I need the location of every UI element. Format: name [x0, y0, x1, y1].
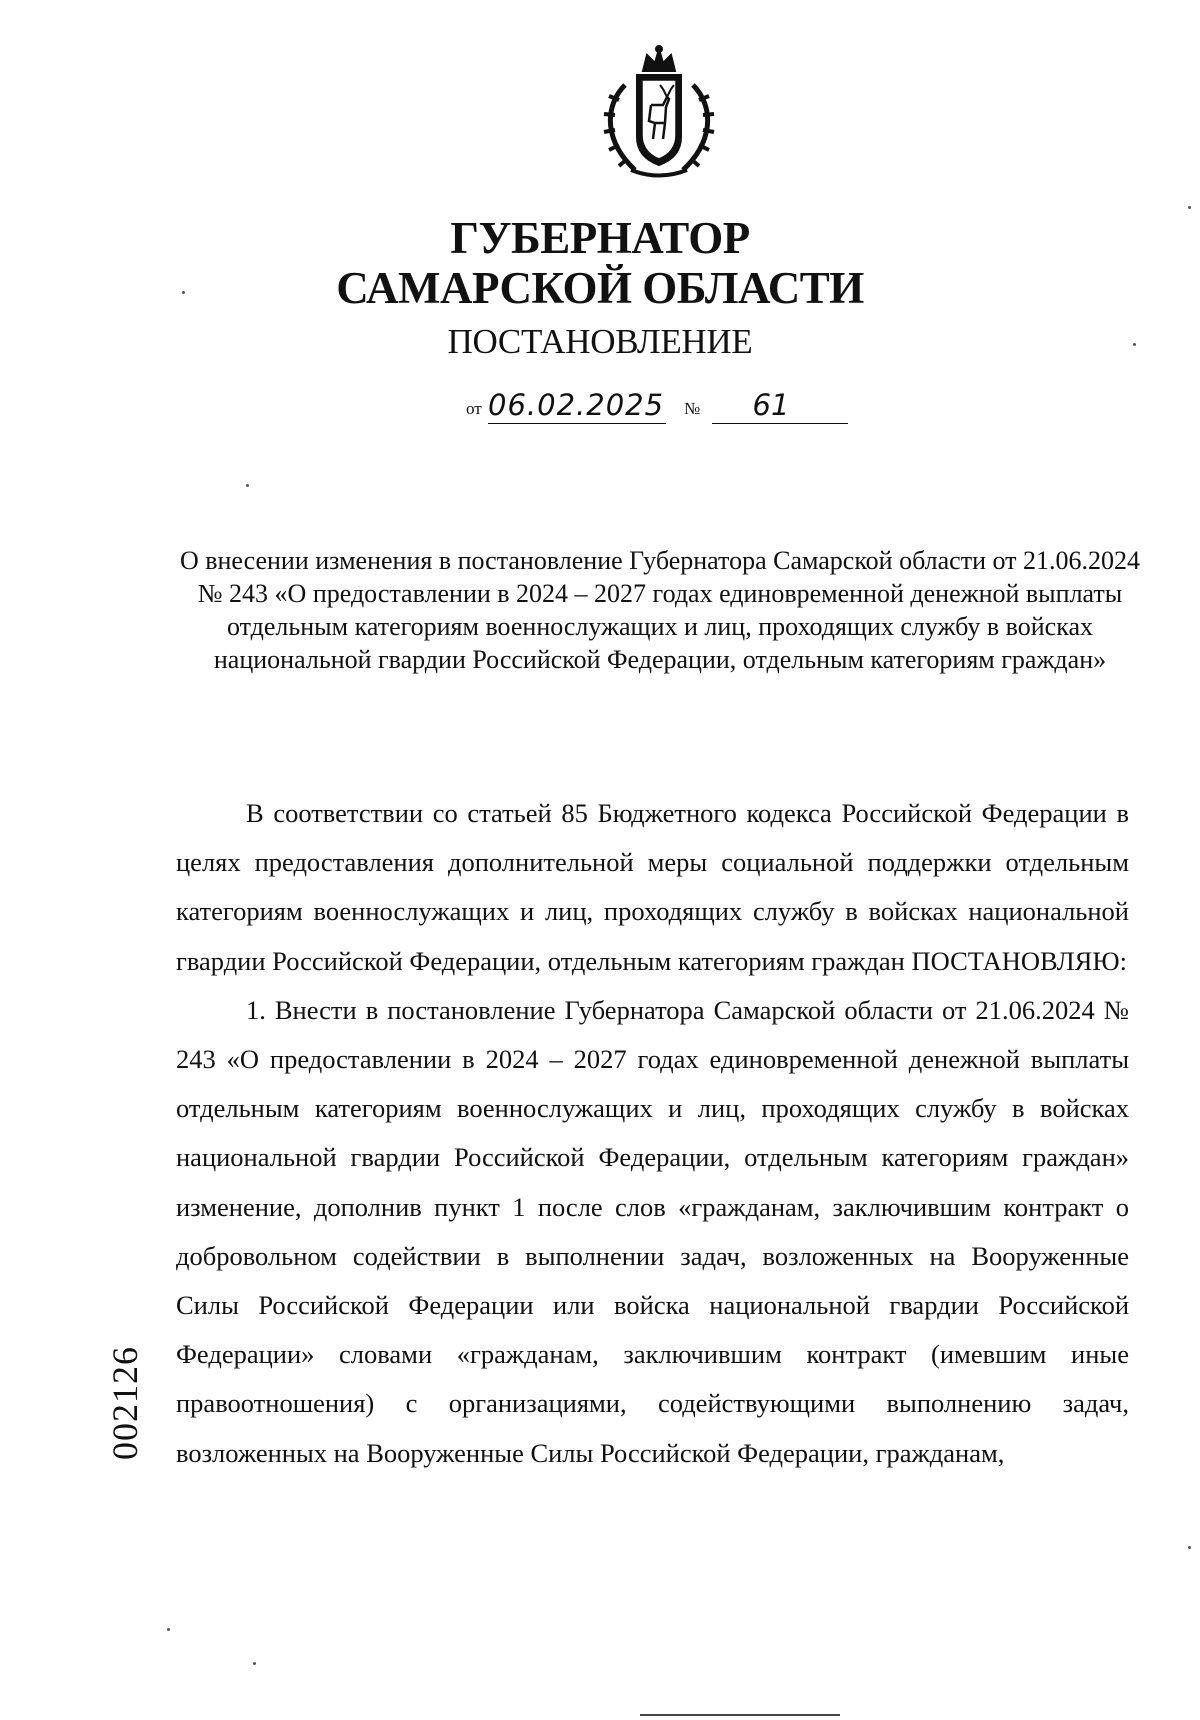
date-prefix: от [466, 399, 482, 418]
number-prefix: № [684, 399, 701, 418]
margin-serial-number: 002126 [105, 1346, 145, 1460]
registration-line [466, 388, 866, 428]
scan-speck [1188, 1546, 1191, 1549]
handwritten-number: 61 [752, 388, 790, 422]
scan-speck [182, 291, 185, 294]
number-underline [712, 423, 848, 424]
issuer-title-line2: САМАРСКОЙ ОБЛАСТИ [336, 263, 864, 313]
document-subject: О внесении изменения в постановление Губернатора Самарской области от 21.06.2024 № 243 «О предоставлении в 2024 – 2027 годах единовременной денежной выплаты отдельным категориям военнослужащих и лиц, проходящих службу в войсках национальной гвардии Российской Федерации, отдельным категориям граждан» [179, 546, 1141, 674]
coat-of-arms-icon [585, 45, 733, 183]
scan-speck [1133, 343, 1136, 346]
scan-speck [246, 484, 249, 487]
scan-speck [253, 1662, 256, 1665]
issuer-title-line1: ГУБЕРНАТОР [450, 213, 750, 263]
document-type: ПОСТАНОВЛЕНИЕ [447, 322, 753, 361]
date-underline [488, 423, 666, 424]
handwritten-date: 06.02.2025 [488, 388, 665, 422]
item-1-paragraph: 1. Внести в постановление Губернатора Самарской области от 21.06.2024 № 243 «О предоставлении в 2024 – 2027 годах единовременной денежной выплаты отдельным категориям военнослужащих и лиц, проходящих службу в войсках национальной гвардии Российской Федерации, отдельным категориям граждан» изменение, дополнив пункт 1 после слов «гражданам, заключившим контракт о добровольном содействии в выполнении задач, возложенных на Вооруженные Силы Российской Федерации или войска национальной гвардии Российской Федерации» словами «гражданам, заключившим контракт (имевшим иные правоотношения) с организациями, содействующими выполнению задач, возложенных на Вооруженные Силы Российской Федерации, гражданам, [176, 994, 1129, 1468]
scan-speck [1188, 206, 1191, 209]
document-body [176, 789, 1129, 1478]
preamble-paragraph: В соответствии со статьей 85 Бюджетного кодекса Российской Федерации в целях предоставления дополнительной меры социальной поддержки отдельным категориям военнослужащих и лиц, проходящих службу в войсках национальной гвардии Российской Федерации, отдельным категориям граждан ПОСТАНОВЛЯЮ: [176, 798, 1129, 976]
scan-speck [167, 1628, 170, 1631]
bottom-edge-mark [640, 1714, 840, 1716]
